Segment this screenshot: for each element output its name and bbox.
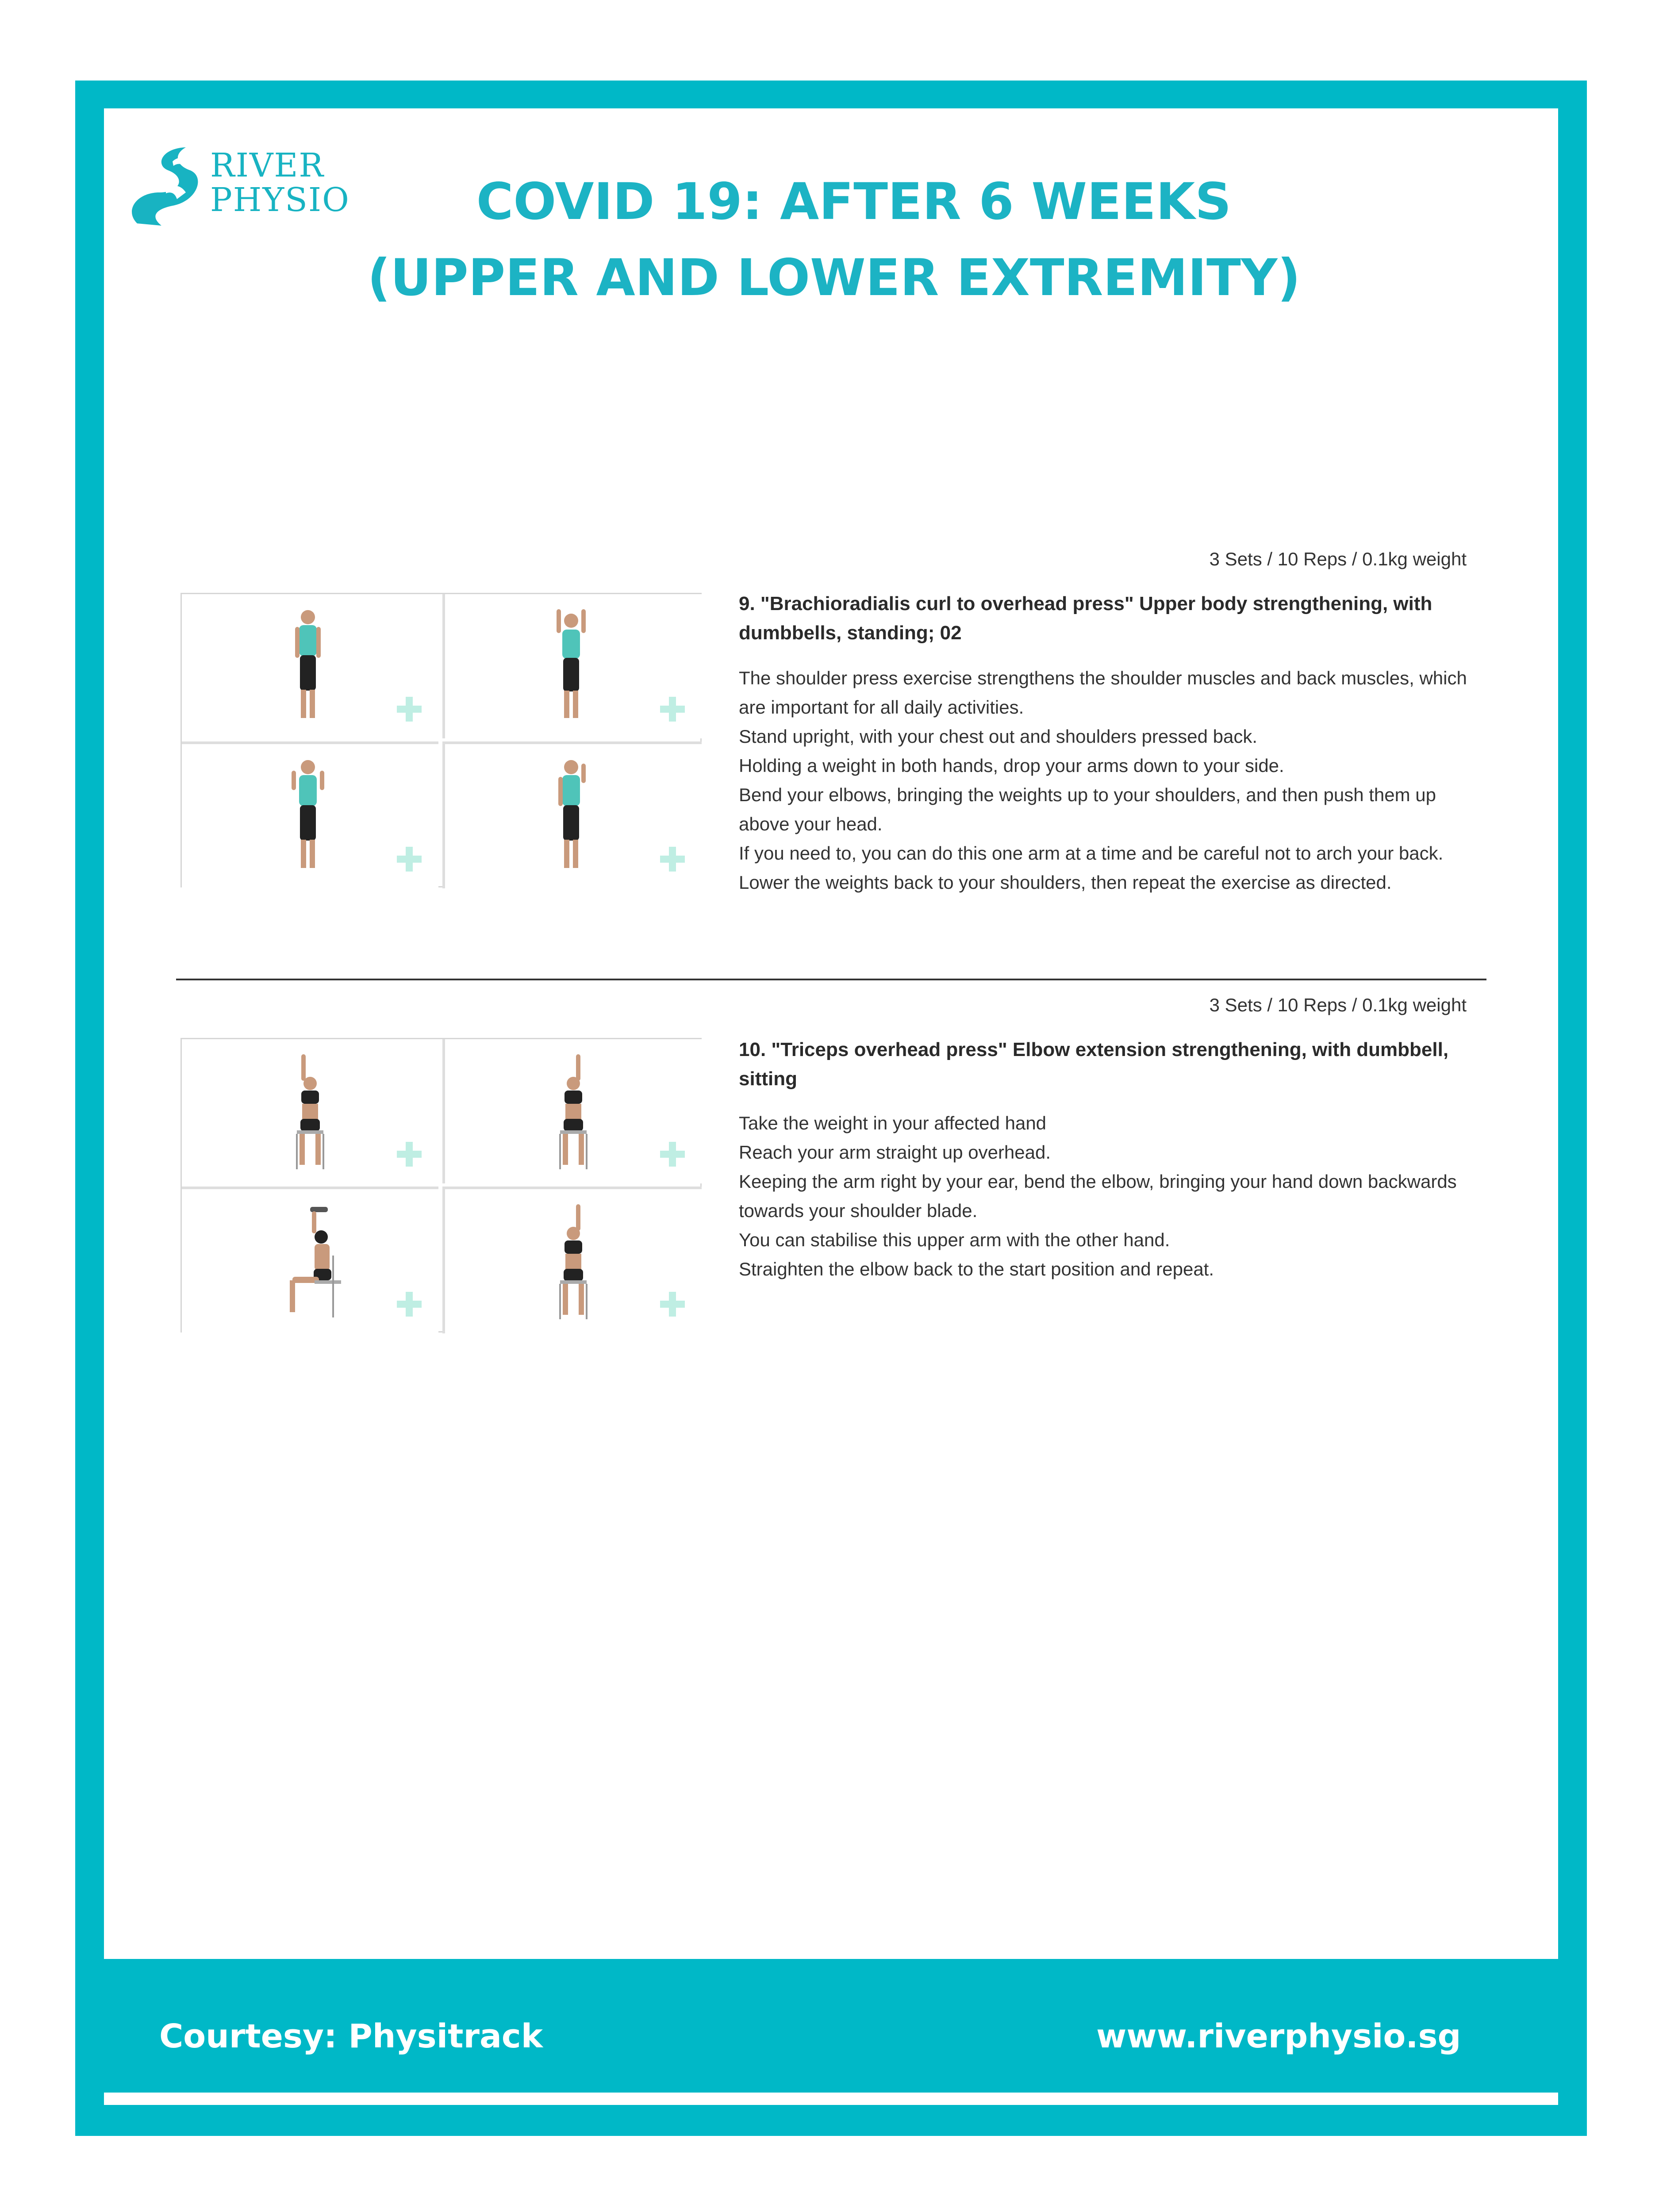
- exercise-dosage: 3 Sets / 10 Reps / 0.1kg weight: [1209, 549, 1467, 569]
- description-line: If you need to, you can do this one arm at a time and be careful not to arch your back.: [739, 843, 1444, 864]
- page-content-area: [104, 108, 1558, 1959]
- exercise-image: [442, 741, 702, 888]
- add-icon: [397, 697, 422, 722]
- raise-figure-icon: [547, 757, 595, 872]
- title-line-1: COVID 19: AFTER 6 WEEKS: [476, 172, 1232, 231]
- exercise-image: [182, 1187, 438, 1333]
- seated-press-figure-icon: [547, 1202, 600, 1322]
- logo-line-physio: PHYSIO: [210, 181, 350, 219]
- standing-figure-icon: [284, 607, 332, 722]
- add-icon: [397, 1292, 422, 1317]
- overhead-press-figure-icon: [547, 607, 595, 722]
- page-title: [0, 164, 1659, 316]
- exercise-dosage: 3 Sets / 10 Reps / 0.1kg weight: [1209, 995, 1467, 1015]
- description-line: Keeping the arm right by your ear, bend the elbow, bringing your hand down backwards towards your shoulder blade.: [739, 1171, 1457, 1221]
- curl-figure-icon: [284, 757, 332, 872]
- add-icon: [660, 1142, 685, 1167]
- exercise-image: [442, 594, 702, 738]
- description-line: Take the weight in your affected hand: [739, 1113, 1047, 1133]
- description-line: Bend your elbows, bringing the weights up to your shoulders, and then push them up above your head.: [739, 784, 1436, 834]
- exercise-image: [442, 1187, 702, 1333]
- add-icon: [397, 1142, 422, 1167]
- section-divider: [176, 979, 1486, 980]
- add-icon: [660, 697, 685, 722]
- seated-press-figure-icon: [547, 1052, 600, 1172]
- description-line: Stand upright, with your chest out and shoulders pressed back.: [739, 726, 1258, 747]
- exercise-description: [739, 664, 1491, 897]
- exercise-image: [182, 594, 438, 738]
- description-line: Reach your arm straight up overhead.: [739, 1142, 1051, 1163]
- seated-side-figure-icon: [284, 1202, 350, 1322]
- description-line: Lower the weights back to your shoulders, then repeat the exercise as directed.: [739, 872, 1392, 893]
- exercise-image: [182, 1039, 438, 1183]
- exercise-description: [739, 1109, 1491, 1284]
- exercise-title: 10. "Triceps overhead press" Elbow extension strengthening, with dumbbell, sitting: [739, 1039, 1449, 1090]
- title-line-2: (UPPER AND LOWER EXTREMITY): [367, 248, 1301, 307]
- exercise-title: 9. "Brachioradialis curl to overhead press" Upper body strengthening, with dumbbells, standing; 02: [739, 593, 1432, 644]
- exercise-image-grid: [180, 1038, 702, 1333]
- exercise-image-grid: [180, 593, 702, 887]
- description-line: Straighten the elbow back to the start position and repeat.: [739, 1259, 1214, 1279]
- description-line: Holding a weight in both hands, drop your arms down to your side.: [739, 755, 1284, 776]
- description-line: The shoulder press exercise strengthens the shoulder muscles and back muscles, which are important for all daily activities.: [739, 668, 1467, 718]
- footer-courtesy: Courtesy: Physitrack: [159, 2017, 543, 2055]
- add-icon: [397, 847, 422, 872]
- footer-website-link[interactable]: www.riverphysio.sg: [1096, 2017, 1461, 2055]
- add-icon: [660, 1292, 685, 1317]
- exercise-image: [182, 741, 438, 888]
- exercise-image: [442, 1039, 702, 1183]
- seated-press-figure-icon: [284, 1052, 337, 1172]
- logo-line-river: RIVER: [210, 146, 325, 184]
- footer-rule: [104, 2093, 1558, 2105]
- description-line: You can stabilise this upper arm with the other hand.: [739, 1229, 1170, 1250]
- add-icon: [660, 847, 685, 872]
